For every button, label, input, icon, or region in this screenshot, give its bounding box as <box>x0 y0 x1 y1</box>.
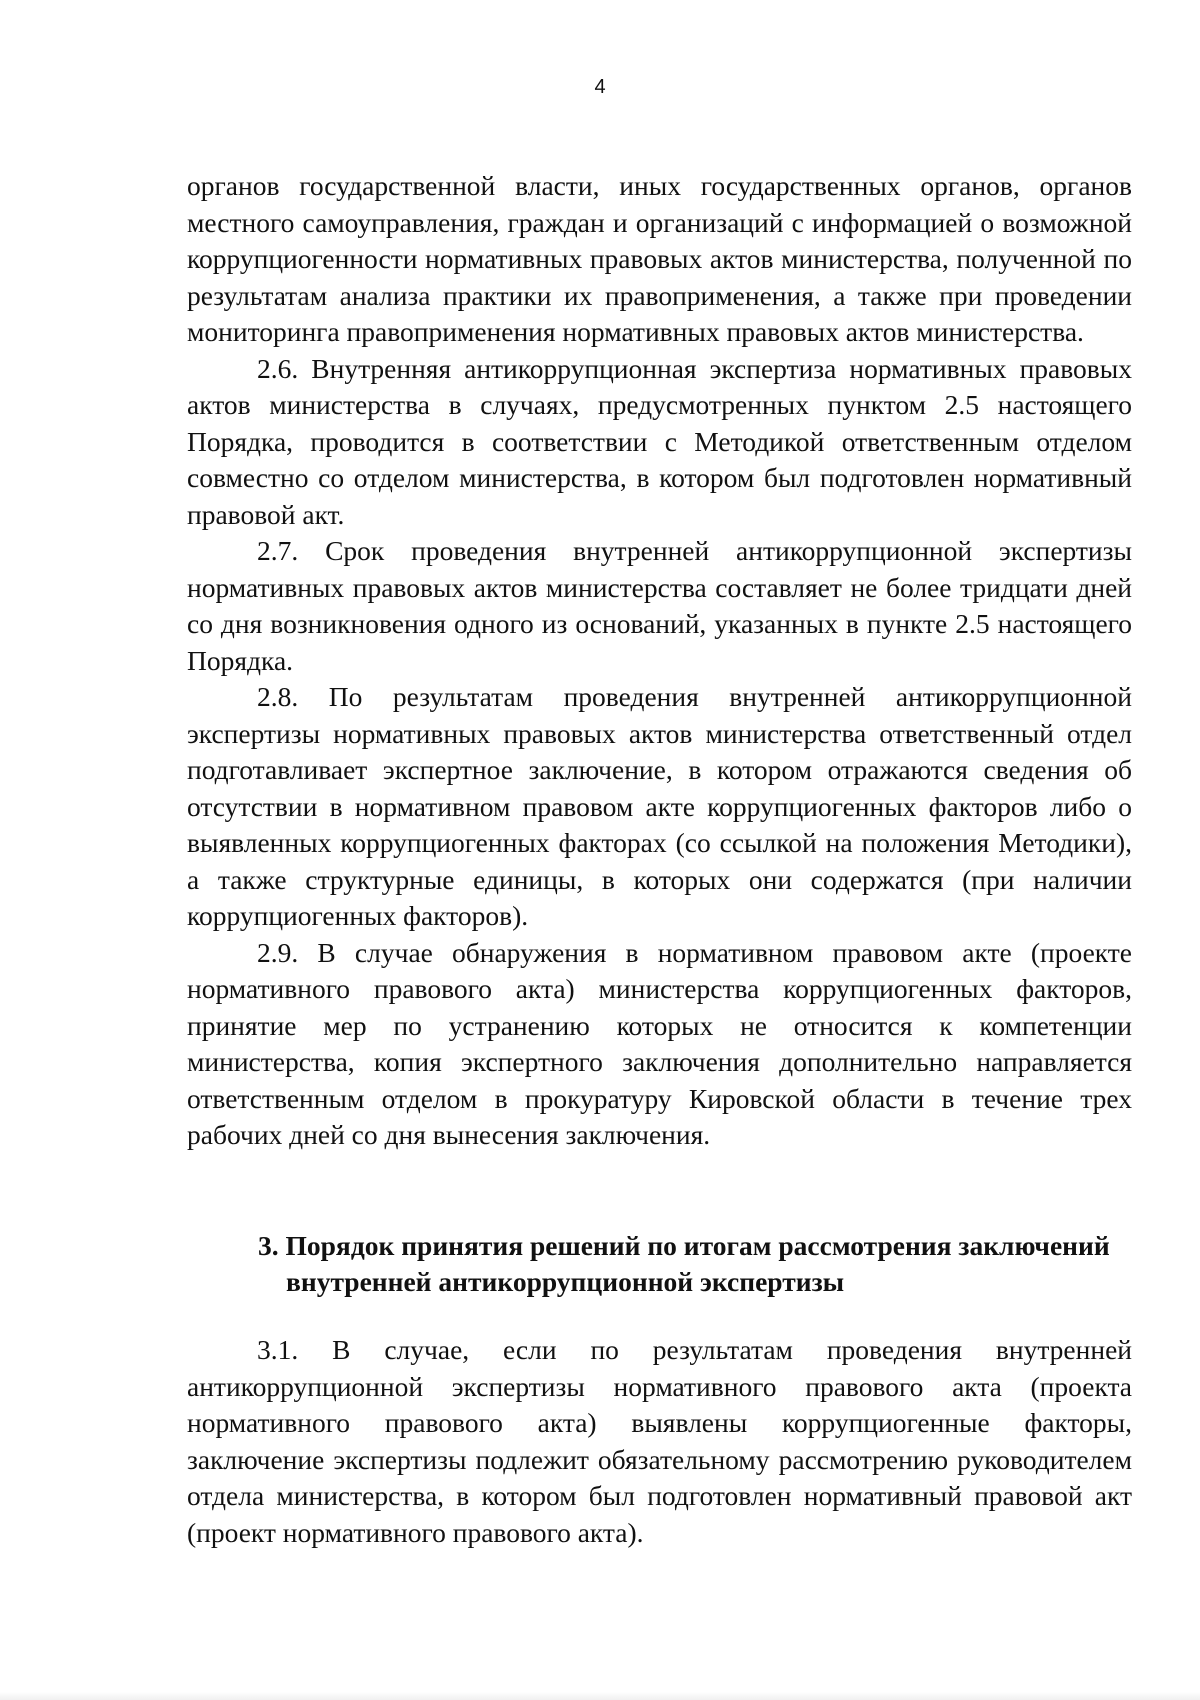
paragraph-2-7: 2.7. Срок проведения внутренней антикоррупционной экспертизы нормативных правовых актов министерства составляет не более тридцати дней со дня возникновения одного из оснований, указанных в пункте 2.5 настоящего Порядка. <box>187 535 1132 676</box>
section-3-body <box>187 1332 1132 1551</box>
section-3-heading-line2: внутренней антикоррупционной экспертизы <box>286 1266 845 1297</box>
page-number: 4 <box>594 76 606 98</box>
paragraph-2-9: 2.9. В случае обнаружения в нормативном правовом акте (проекте нормативного правового акта) министерства коррупциогенных факторов, принятие мер по устранению которых не относится к компетенции министерства, копия экспертного заключения дополнительно направляется ответственным отделом в прокуратуру Кировской области в течение трех рабочих дней со дня вынесения заключения. <box>187 936 1132 1150</box>
section-3-heading-line1: 3. Порядок принятия решений по итогам рассмотрения заключений <box>258 1230 1110 1261</box>
body-text <box>187 168 1132 1154</box>
paragraph-3-1: 3.1. В случае, если по результатам проведения внутренней антикоррупционной экспертизы нормативного правового акта (проекта нормативного правового акта) выявлены коррупциогенные факторы, заключение экспертизы подлежит обязательному рассмотрению руководителем отдела министерства, в котором был подготовлен нормативный правовой акт (проект нормативного правового акта). <box>187 1334 1132 1548</box>
section-3-heading <box>258 1228 1138 1300</box>
paragraph-continuation: органов государственной власти, иных государственных органов, органов местного самоуправления, граждан и организаций с информацией о возможной коррупциогенности нормативных правовых актов министерства, полученной по результатам анализа практики их правоприменения, а также при проведении мониторинга правоприменения нормативных правовых актов министерства. <box>187 170 1132 347</box>
paragraph-2-8: 2.8. По результатам проведения внутренней антикоррупционной экспертизы нормативных правовых актов министерства ответственный отдел подготавливает экспертное заключение, в котором отражаются сведения об отсутствии в нормативном правовом акте коррупциогенных факторов либо о выявленных коррупциогенных факторах (со ссылкой на положения Методики), а также структурные единицы, в которых они содержатся (при наличии коррупциогенных факторов). <box>187 681 1132 931</box>
paragraph-2-6: 2.6. Внутренняя антикоррупционная экспертиза нормативных правовых актов министерства в случаях, предусмотренных пунктом 2.5 настоящего Порядка, проводится в соответствии с Методикой ответственным отделом совместно со отделом министерства, в котором был подготовлен нормативный правовой акт. <box>187 352 1132 530</box>
scan-bottom-edge <box>0 1692 1200 1700</box>
